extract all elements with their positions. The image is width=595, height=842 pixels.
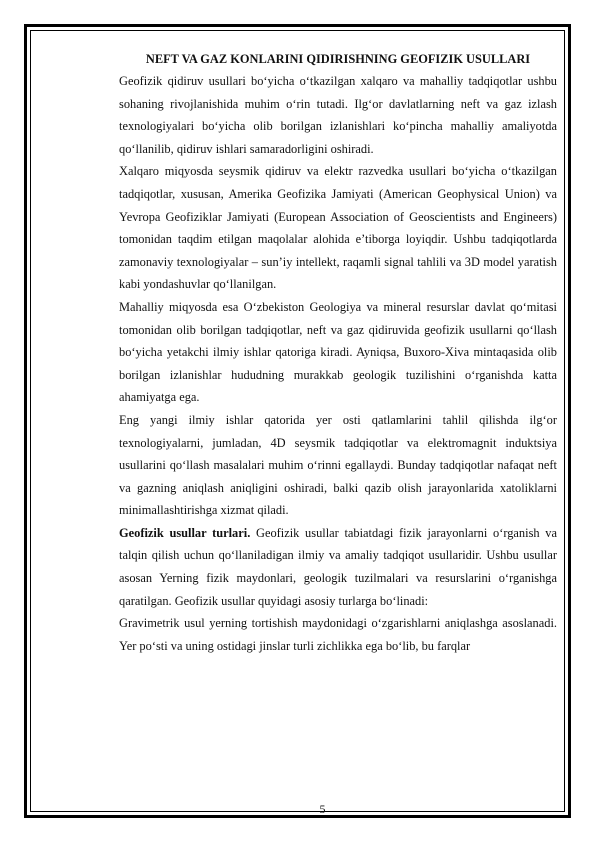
paragraph-6: [119, 612, 557, 657]
paragraph-1: [119, 70, 557, 160]
paragraph-text: Gravimetrik usul yerning tortishish maydonidagi o‘zgarishlarni aniqlashga asoslanadi. Yer po‘sti va uning ostidagi jinslar turli zichlikka ega bo‘lib, bu farqlar: [119, 616, 557, 653]
paragraph-text: Xalqaro miqyosda seysmik qidiruv va elektr razvedka usullari bo‘yicha o‘tkazilgan tadqiqotlar, xususan, Amerika Geofizika Jamiyati (American Geophysical Union) va Yevropa Geofiziklar Jamiyati (European Association of Geoscientists and Engineers) tomonidan taqdim etilgan maqolalar alohida e’tiborga loyiqdir. Ushbu tadqiqotlarda zamonaviy texnologiyalar – sun’iy intellekt, raqamli signal tahlili va 3D model yaratish kabi yondashuvlar qo‘llanilgan.: [119, 164, 557, 292]
document-body: [119, 48, 557, 657]
paragraph-4: [119, 409, 557, 522]
paragraph-3: [119, 296, 557, 409]
section-heading: Geofizik usullar turlari.: [119, 525, 251, 540]
paragraph-text: Geofizik qidiruv usullari bo‘yicha o‘tkazilgan xalqaro va mahalliy tadqiqotlar ushbu sohaning rivojlanishida muhim o‘rin tutadi. Ilg‘or davlatlarning neft va gaz izlash texnologiyalari bo‘yicha olib borilgan izlanishlari ko‘pincha mahalliy amaliyotda qo‘llanilib, qidiruv ishlari samaradorligini oshiradi.: [119, 74, 557, 156]
paragraph-text: Mahalliy miqyosda esa O‘zbekiston Geologiya va mineral resurslar davlat qo‘mitasi tomonidan olib borilgan tadqiqotlar, neft va gaz qidiruvida geofizik usullarni qo‘llash bo‘yicha yetakchi ilmiy ishlar qatoriga kiradi. Ayniqsa, Buxoro-Xiva mintaqasida olib borilgan izlanishlar hududning murakkab geologik tuzilishini o‘rganishda katta ahamiyatga ega.: [119, 299, 557, 405]
paragraph-5: [119, 522, 557, 612]
document-title: NEFT VA GAZ KONLARINI QIDIRISHNING GEOFIZIK USULLARI: [145, 52, 531, 66]
paragraph-text: Eng yangi ilmiy ishlar qatorida yer osti qatlamlarini tahlil qilishda ilg‘or texnologiyalarni, jumladan, 4D seysmik tadqiqotlar va elektromagnit induktsiya usullarini qo‘llash masalalari muhim o‘rinni egallaydi. Bunday tadqiqotlar nafaqat neft va gazning aniqlash aniqligini oshiradi, balki qazib olish jarayonlarida xatoliklarni minimallashtirishga xizmat qiladi.: [119, 412, 557, 518]
paragraph-text: Geofizik usullar tabiatdagi fizik jarayonlarni o‘rganish va talqin qilish uchun qo‘llaniladigan ilmiy va amaliy tadqiqot usullaridir. Ushbu usullar asosan Yerning fizik maydonlari, geologik tuzilmalari va resurslarini o‘rganishga qaratilgan. Geofizik usullar quyidagi asosiy turlarga bo‘linadi:: [119, 525, 557, 608]
page-number: 5: [319, 802, 326, 816]
paragraph-2: [119, 160, 557, 296]
